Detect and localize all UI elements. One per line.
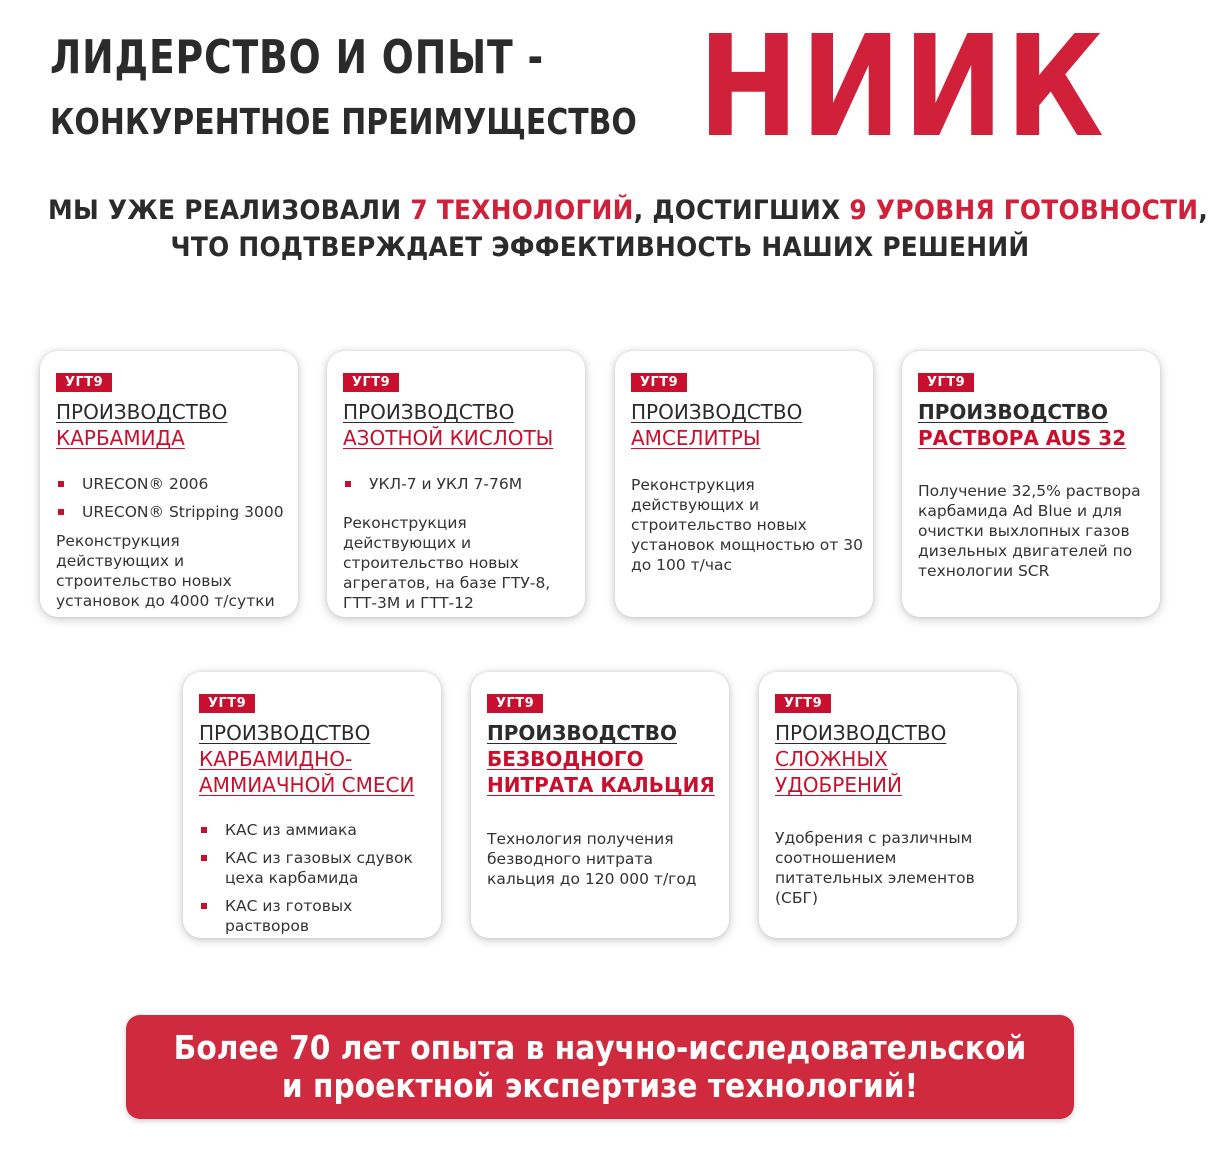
card-title bbox=[775, 720, 1007, 798]
banner-text bbox=[126, 1029, 1074, 1105]
subheading bbox=[0, 192, 1208, 266]
card-title-line-1: ПРОИЗВОДСТВО bbox=[775, 721, 947, 745]
card-complex-fertilizers bbox=[759, 672, 1017, 938]
card-calcium-nitrate bbox=[471, 672, 729, 938]
card-title-line-2: АЗОТНОЙ КИСЛОТЫ bbox=[343, 426, 554, 450]
subheading-accent-technologies: 7 ТЕХНОЛОГИЙ bbox=[410, 195, 634, 226]
card-urea bbox=[40, 351, 298, 617]
headline-line-2: КОНКУРЕНТНОЕ ПРЕИМУЩЕСТВО bbox=[50, 102, 637, 143]
card-description: Реконструкция действующих и строительство новых агрегатов, на базе ГТУ-8, ГТТ-3М и ГТТ-12 bbox=[343, 514, 551, 612]
card-title bbox=[343, 399, 575, 451]
card-bullet-list bbox=[343, 474, 577, 502]
card-bullet-list bbox=[199, 820, 433, 944]
brand-logo-text: НИИК bbox=[698, 6, 1106, 169]
card-title-line-2: КАРБАМИДА bbox=[56, 426, 185, 450]
card-description: Реконструкция действующих и строительство новых установок до 4000 т/сутки bbox=[56, 532, 275, 610]
subheading-text: МЫ УЖЕ РЕАЛИЗОВАЛИ bbox=[48, 195, 411, 226]
subheading-text: , bbox=[1198, 195, 1208, 226]
subheading-line-2: ЧТО ПОДТВЕРЖДАЕТ ЭФФЕКТИВНОСТЬ НАШИХ РЕШЕНИЙ bbox=[170, 232, 1030, 263]
card-title-line-1: ПРОИЗВОДСТВО bbox=[631, 400, 803, 424]
card-title-line-2: БЕЗВОДНОГО bbox=[487, 747, 644, 771]
banner-line-1: Более 70 лет опыта в научно-исследовательской bbox=[173, 1028, 1027, 1067]
header bbox=[0, 0, 1200, 170]
card-description: Реконструкция действующих и строительство новых установок мощностью от 30 до 100 т/час bbox=[631, 476, 863, 574]
card-description: Получение 32,5% раствора карбамида Ad Blue и для очистки выхлопных газов дизельных двигателей по технологии SCR bbox=[918, 482, 1141, 580]
card-title bbox=[918, 399, 1150, 451]
list-item: КАС из готовых растворов bbox=[199, 896, 433, 936]
card-title-line-1: ПРОИЗВОДСТВО bbox=[487, 721, 677, 745]
badge-ugt9: УГТ9 bbox=[918, 373, 974, 392]
subheading-line-1 bbox=[48, 192, 1208, 229]
card-title-line-3: УДОБРЕНИЙ bbox=[775, 773, 902, 797]
card-title bbox=[199, 720, 431, 798]
card-ammonium-nitrate bbox=[615, 351, 873, 617]
card-title-line-2: СЛОЖНЫХ bbox=[775, 747, 888, 771]
card-title bbox=[56, 399, 288, 451]
card-title-line-3: НИТРАТА КАЛЬЦИЯ bbox=[487, 773, 715, 797]
card-title-line-2: КАРБАМИДНО- bbox=[199, 747, 353, 771]
card-uan bbox=[183, 672, 441, 938]
card-description: Удобрения с различным соотношением питательных элементов (СБГ) bbox=[775, 829, 975, 907]
card-title bbox=[631, 399, 863, 451]
badge-ugt9: УГТ9 bbox=[199, 694, 255, 713]
badge-ugt9: УГТ9 bbox=[343, 373, 399, 392]
headline-line-1: ЛИДЕРСТВО И ОПЫТ - bbox=[50, 30, 544, 84]
list-item: КАС из аммиака bbox=[199, 820, 433, 840]
card-title-line-1: ПРОИЗВОДСТВО bbox=[343, 400, 515, 424]
card-bullet-list bbox=[56, 474, 290, 530]
card-title-line-3: АММИАЧНОЙ СМЕСИ bbox=[199, 773, 415, 797]
subheading-accent-readiness: 9 УРОВНЯ ГОТОВНОСТИ bbox=[849, 195, 1199, 226]
badge-ugt9: УГТ9 bbox=[775, 694, 831, 713]
subheading-text: , ДОСТИГШИХ bbox=[633, 195, 850, 226]
card-title-line-2: АМСЕЛИТРЫ bbox=[631, 426, 761, 450]
card-title-line-1: ПРОИЗВОДСТВО bbox=[56, 400, 228, 424]
card-title-line-2: РАСТВОРА AUS 32 bbox=[918, 426, 1127, 450]
badge-ugt9: УГТ9 bbox=[56, 373, 112, 392]
card-title-line-1: ПРОИЗВОДСТВО bbox=[918, 400, 1108, 424]
badge-ugt9: УГТ9 bbox=[631, 373, 687, 392]
list-item: URECON® 2006 bbox=[56, 474, 290, 494]
card-description: Технология получения безводного нитрата кальция до 120 000 т/год bbox=[487, 830, 697, 888]
card-nitric-acid bbox=[327, 351, 585, 617]
experience-banner bbox=[126, 1015, 1074, 1119]
list-item: URECON® Stripping 3000 bbox=[56, 502, 290, 522]
list-item: КАС из газовых сдувок цеха карбамида bbox=[199, 848, 433, 888]
badge-ugt9: УГТ9 bbox=[487, 694, 543, 713]
card-aus32 bbox=[902, 351, 1160, 617]
card-title-line-1: ПРОИЗВОДСТВО bbox=[199, 721, 371, 745]
banner-line-2: и проектной экспертизе технологий! bbox=[281, 1066, 919, 1105]
card-title bbox=[487, 720, 719, 798]
list-item: УКЛ-7 и УКЛ 7-76М bbox=[343, 474, 577, 494]
